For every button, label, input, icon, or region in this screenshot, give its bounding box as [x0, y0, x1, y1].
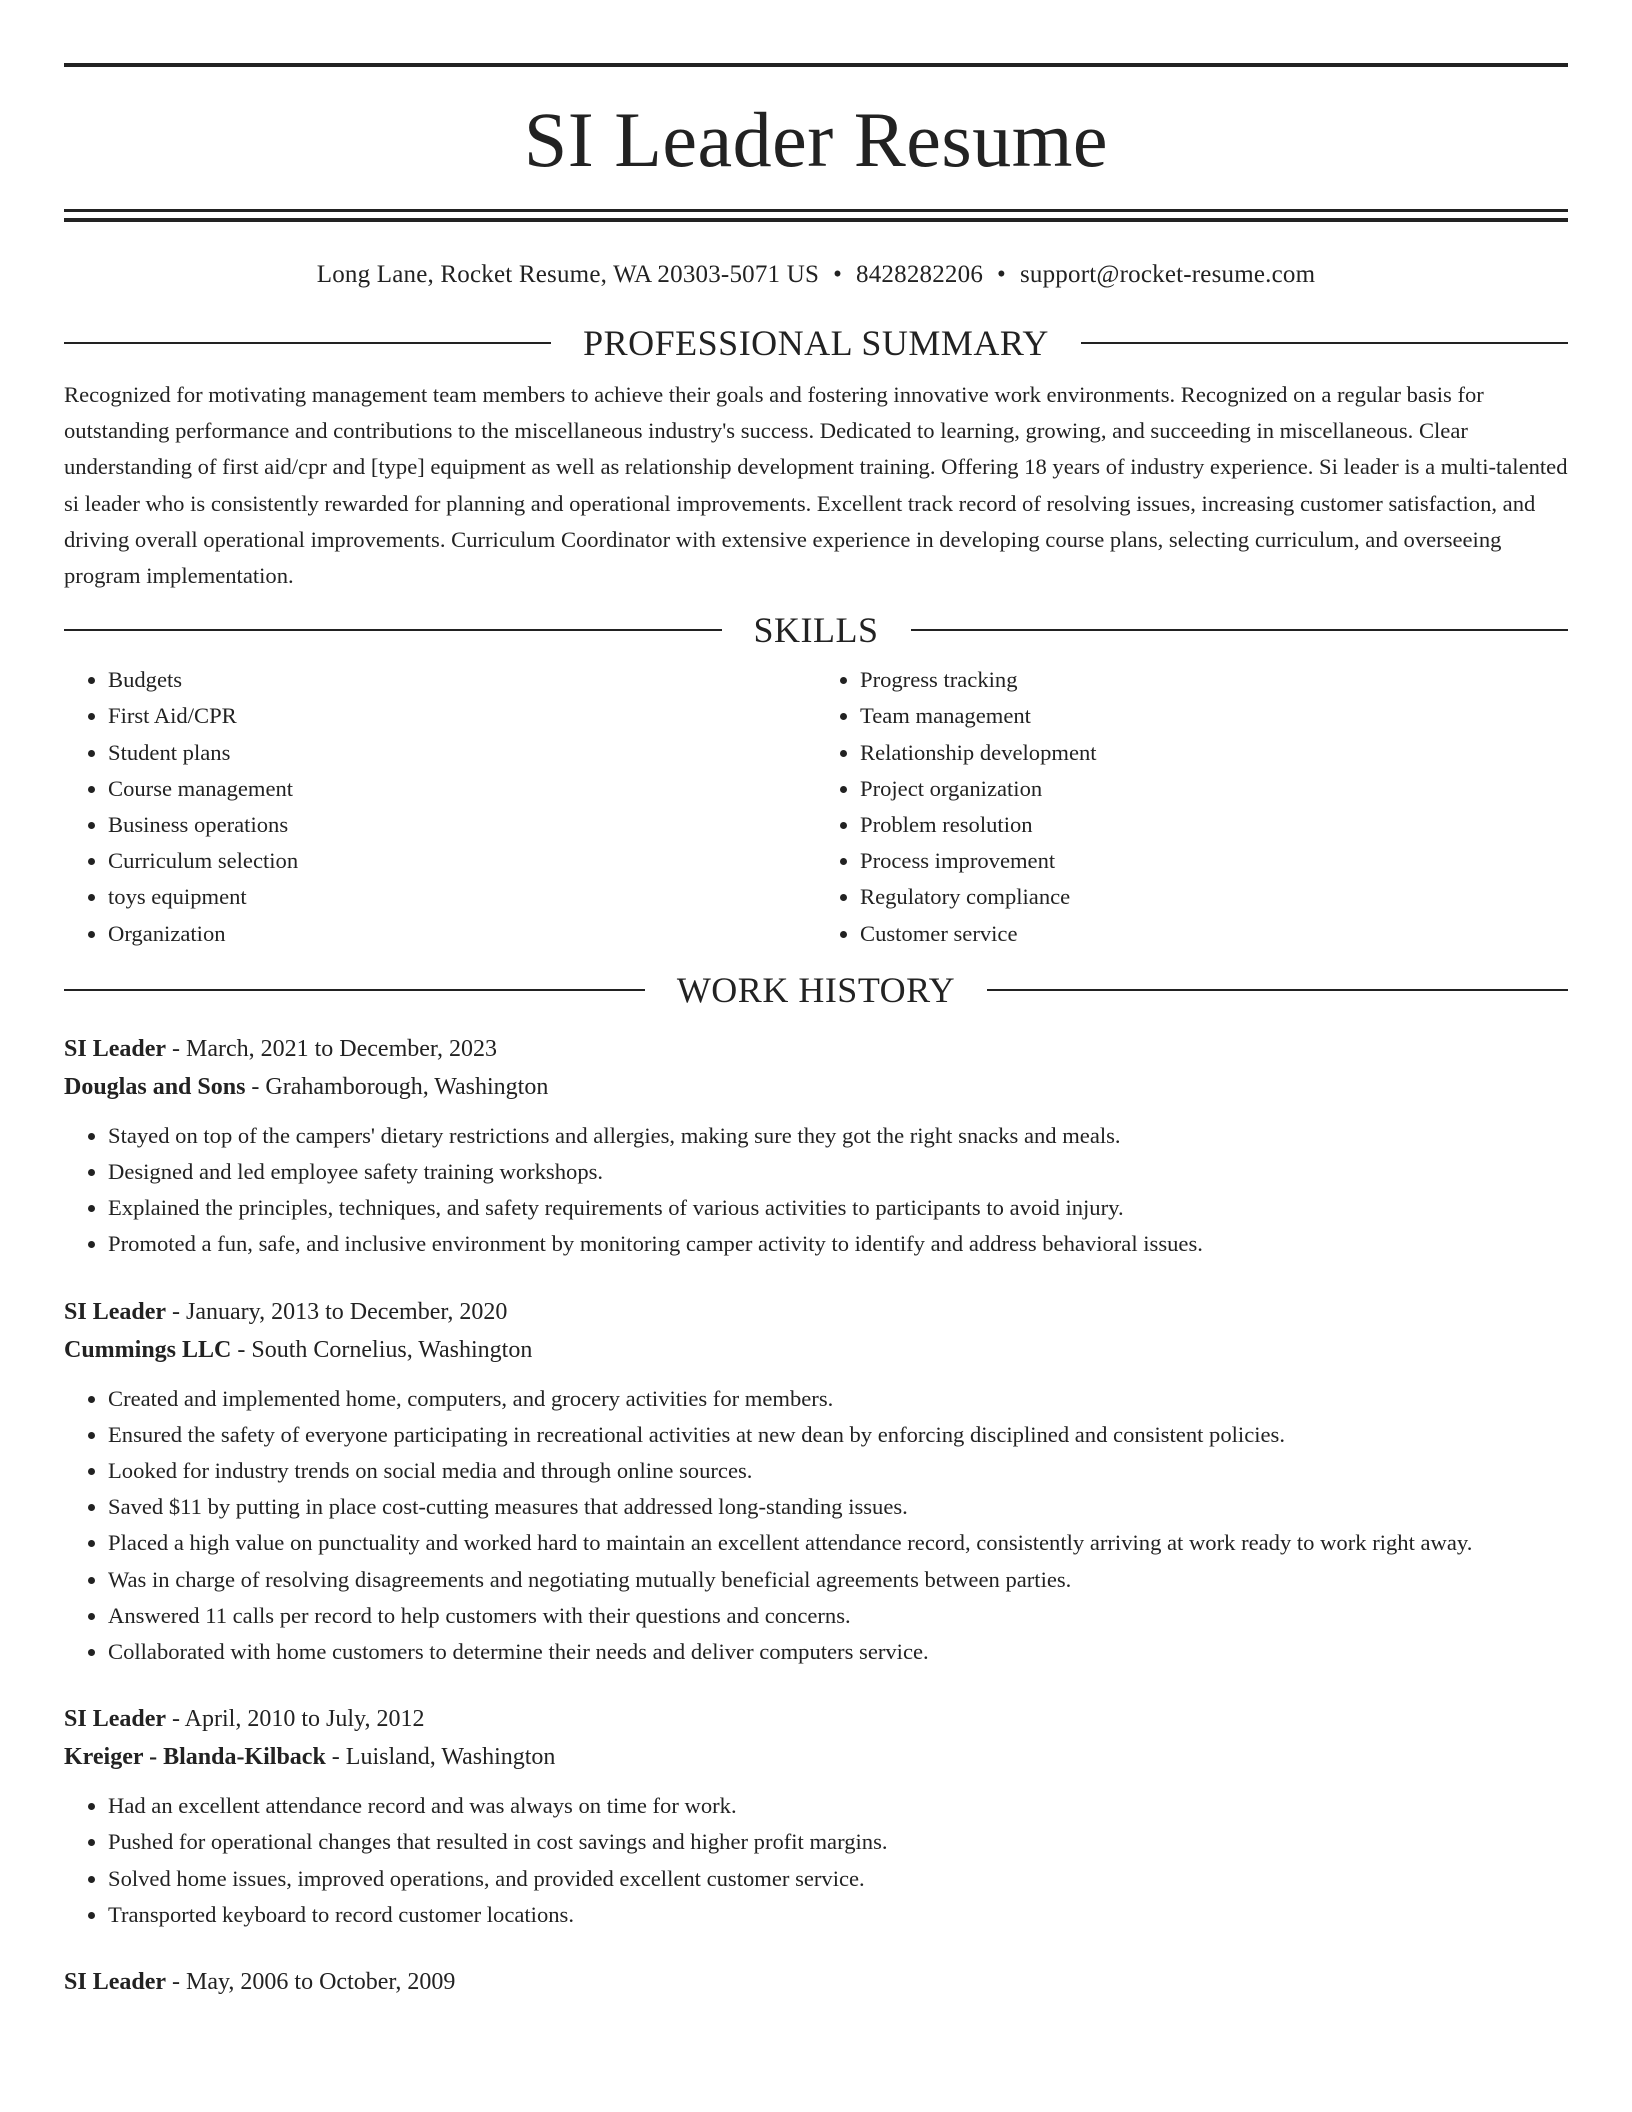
skills-list-left: [64, 662, 816, 952]
heading-rule: [911, 629, 1569, 631]
job-bullet: • Explained the principles, techniques, and safety requirements of various activities to participants to avoid injury.: [108, 1190, 1568, 1226]
skills-list-right: [816, 662, 1568, 952]
job-entry: [64, 1293, 1568, 1671]
job-title-line: [64, 1700, 1568, 1738]
job-bullet: • Designed and led employee safety training workshops.: [108, 1154, 1568, 1190]
job-title-line: [64, 1293, 1568, 1331]
job-location: - South Cornelius, Washington: [231, 1336, 533, 1363]
contact-phone: 8428282206: [856, 261, 984, 288]
skill-item: • Project organization: [860, 771, 1568, 807]
contact-address: Long Lane, Rocket Resume, WA 20303-5071 US: [316, 261, 820, 288]
section-title: PROFESSIONAL SUMMARY: [583, 323, 1049, 363]
job-bullet: • Solved home issues, improved operations, and provided excellent customer service.: [108, 1861, 1568, 1897]
skill-item: • Team management: [860, 698, 1568, 734]
job-company-line: [64, 1068, 1568, 1106]
heading-rule: [64, 989, 645, 991]
job-bullet: • Collaborated with home customers to determine their needs and deliver computers service.: [108, 1634, 1568, 1670]
resume-title: SI Leader Resume: [523, 96, 1109, 183]
job-bullets: [64, 1788, 1568, 1933]
job-title: SI Leader: [64, 1035, 166, 1062]
heading-rule: [987, 989, 1568, 991]
title-double-rule: [64, 209, 1568, 222]
skill-item: • First Aid/CPR: [108, 698, 816, 734]
job-bullet: • Looked for industry trends on social media and through online sources.: [108, 1453, 1568, 1489]
job-title-line: [64, 1030, 1568, 1068]
skill-item: • Student plans: [108, 735, 816, 771]
job-location: - Luisland, Washington: [325, 1744, 556, 1771]
job-bullet: • Saved $11 by putting in place cost-cutting measures that addressed long-standing issues.: [108, 1489, 1568, 1525]
job-dates: - April, 2010 to July, 2012: [166, 1706, 425, 1733]
job-bullet: • Answered 11 calls per record to help customers with their questions and concerns.: [108, 1598, 1568, 1634]
job-company: Cummings LLC: [64, 1336, 232, 1363]
job-dates: - March, 2021 to December, 2023: [166, 1035, 497, 1062]
job-title: SI Leader: [64, 1706, 166, 1733]
job-title-line: [64, 1963, 1568, 2001]
job-company-line: [64, 1738, 1568, 1776]
summary-paragraph: Recognized for motivating management team members to achieve their goals and fostering innovative work environments. Recognized on a regular basis for outstanding performance and contributions to the miscellaneous industry's success. Dedicated to learning, growing, and succeeding in miscellaneous. Clear understanding of first aid/cpr and [type] equipment as well as relationship development training. Offering 18 years of industry experience. Si leader is a multi-talented si leader who is consistently rewarded for planning and operational improvements. Excellent track record of resolving issues, increasing customer satisfaction, and driving overall operational improvements. Curriculum Coordinator with extensive experience in developing course plans, selecting curriculum, and overseeing program implementation.: [64, 382, 1568, 589]
job-entry: [64, 1700, 1568, 1933]
job-bullet: • Transported keyboard to record customer locations.: [108, 1897, 1568, 1933]
job-title: SI Leader: [64, 1969, 166, 1996]
skill-item: • Budgets: [108, 662, 816, 698]
contact-email: support@rocket-resume.com: [1019, 261, 1316, 288]
top-rule: [64, 63, 1568, 67]
skill-item: • Progress tracking: [860, 662, 1568, 698]
job-entry: [64, 1030, 1568, 1263]
resume-page: [64, 0, 1568, 2001]
skill-item: • toys equipment: [108, 879, 816, 915]
section-heading-summary: [64, 321, 1568, 365]
contact-separator: •: [833, 261, 843, 288]
heading-rule: [64, 342, 551, 344]
job-entry: [64, 1963, 1568, 2001]
section-heading-skills: [64, 608, 1568, 652]
contact-line: [64, 258, 1568, 292]
job-dates: - May, 2006 to October, 2009: [166, 1969, 456, 1996]
skill-item: • Organization: [108, 916, 816, 952]
job-bullet: • Ensured the safety of everyone participating in recreational activities at new dean by enforcing disciplined and consistent policies.: [108, 1417, 1568, 1453]
job-bullet: • Had an excellent attendance record and was always on time for work.: [108, 1788, 1568, 1824]
job-title: SI Leader: [64, 1298, 166, 1325]
section-heading-work-history: [64, 968, 1568, 1012]
skill-item: • Curriculum selection: [108, 843, 816, 879]
heading-rule: [1081, 342, 1568, 344]
skill-item: • Customer service: [860, 916, 1568, 952]
job-bullet: • Placed a high value on punctuality and worked hard to maintain an excellent attendance record, consistently arriving at work ready to work right away.: [108, 1525, 1568, 1561]
skill-item: • Course management: [108, 771, 816, 807]
job-bullet: • Was in charge of resolving disagreements and negotiating mutually beneficial agreements between parties.: [108, 1562, 1568, 1598]
job-bullet: • Created and implemented home, computers, and grocery activities for members.: [108, 1381, 1568, 1417]
skills-columns: [64, 662, 1568, 952]
job-bullet: • Stayed on top of the campers' dietary restrictions and allergies, making sure they got the right snacks and meals.: [108, 1118, 1568, 1154]
section-title: SKILLS: [753, 610, 879, 651]
heading-rule: [64, 629, 722, 631]
skill-item: • Regulatory compliance: [860, 879, 1568, 915]
job-company-line: [64, 1331, 1568, 1369]
job-company: Douglas and Sons: [64, 1073, 246, 1100]
skill-item: • Problem resolution: [860, 807, 1568, 843]
contact-separator: •: [997, 261, 1006, 288]
job-company: Kreiger - Blanda-Kilback: [64, 1744, 326, 1771]
job-location: - Grahamborough, Washington: [245, 1073, 549, 1100]
job-bullet: • Pushed for operational changes that resulted in cost savings and higher profit margins.: [108, 1824, 1568, 1860]
job-bullet: • Promoted a fun, safe, and inclusive environment by monitoring camper activity to identify and address behavioral issues.: [108, 1226, 1568, 1262]
job-bullets: [64, 1381, 1568, 1671]
section-title: WORK HISTORY: [676, 969, 956, 1010]
job-dates: - January, 2013 to December, 2020: [166, 1298, 508, 1325]
work-history-list: [64, 1030, 1568, 2001]
skill-item: • Process improvement: [860, 843, 1568, 879]
job-bullets: [64, 1118, 1568, 1263]
skill-item: • Business operations: [108, 807, 816, 843]
skill-item: • Relationship development: [860, 735, 1568, 771]
